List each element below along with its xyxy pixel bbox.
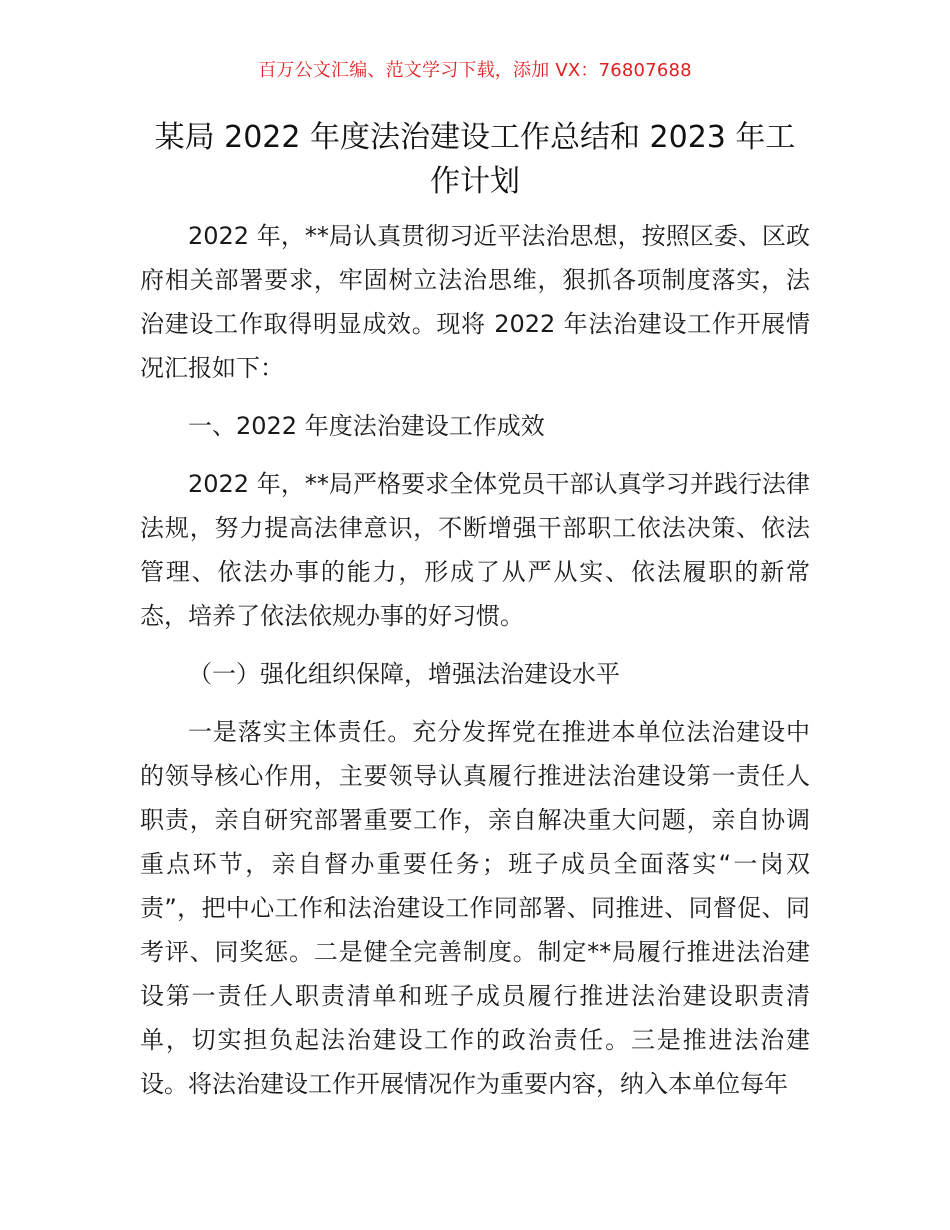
intro-paragraph: 2022 年，**局认真贯彻习近平法治思想，按照区委、区政府相关部署要求，牢固树立法治思维，狠抓各项制度落实，法治建设工作取得明显成效。现将 2022 年法治建设工作开展情况汇报如下： — [140, 222, 810, 382]
watermark-banner: 百万公文汇编、范文学习下载，添加 VX：76807688 — [258, 60, 692, 81]
subsection-heading-1: （一）强化组织保障，增强法治建设水平 — [188, 660, 620, 688]
document-title: 某局 2022 年度法治建设工作总结和 2023 年工作计划 — [154, 120, 796, 199]
document-body — [140, 214, 810, 1120]
section-1-paragraph: 2022 年，**局严格要求全体党员干部认真学习并践行法律法规，努力提高法律意识，不断增强干部职工依法决策、依法管理、依法办事的能力，形成了从严从实、依法履职的新常态，培养了依法依规办事的好习惯。 — [140, 470, 810, 630]
subsection-1-paragraph: 一是落实主体责任。充分发挥党在推进本单位法治建设中的领导核心作用，主要领导认真履行推进法治建设第一责任人职责，亲自研究部署重要工作，亲自解决重大问题，亲自协调重点环节，亲自督办重要任务；班子成员全面落实“一岗双责”，把中心工作和法治建设工作同部署、同推进、同督促、同考评、同奖惩。二是健全完善制度。制定**局履行推进法治建设第一责任人职责清单和班子成员履行推进法治建设职责清单，切实担负起法治建设工作的政治责任。三是推进法治建设。将法治建设工作开展情况作为重要内容，纳入本单位每年 — [140, 718, 810, 1098]
section-heading-1: 一、2022 年度法治建设工作成效 — [188, 412, 545, 440]
